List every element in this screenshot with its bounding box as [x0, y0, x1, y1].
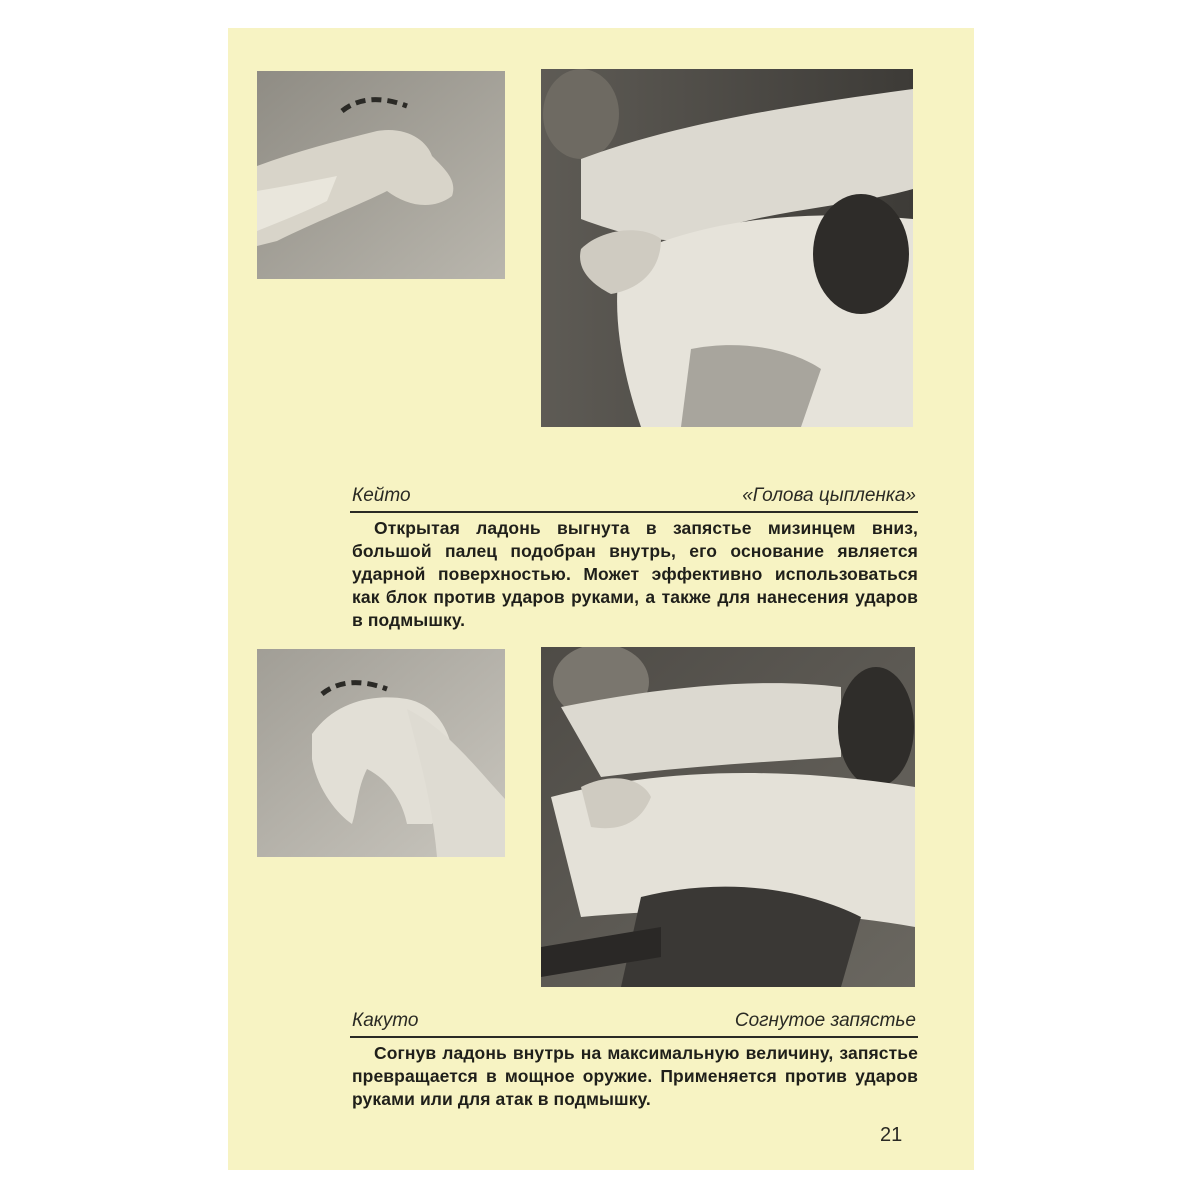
caption-kakuto — [350, 1010, 918, 1034]
page-number: 21 — [880, 1124, 903, 1146]
description-kakuto: Согнув ладонь внутрь на максимальную величину, запястье превращается в мощное оружие. Применяется против ударов руками или для атак в подмышку. — [352, 1043, 918, 1109]
technique-name: Какуто — [352, 1010, 419, 1031]
photo-keito-hand-closeup — [257, 71, 505, 279]
technique-name: Кейто — [352, 485, 411, 506]
photo-kakuto-hand-closeup — [257, 649, 505, 857]
technique-translation: Согнутое запястье — [734, 1010, 916, 1031]
photo-kakuto-block-demo — [541, 647, 915, 987]
technique-translation: «Голова цыпленка» — [742, 485, 916, 506]
caption-keito — [350, 485, 918, 509]
photo-keito-block-demo — [541, 69, 913, 427]
description-keito: Открытая ладонь выгнута в запястье мизинцем вниз, большой палец подобран внутрь, его основание является ударной поверхностью. Может эффективно использоваться как блок против ударов руками, а также для нанесения ударов в подмышку. — [352, 518, 918, 630]
